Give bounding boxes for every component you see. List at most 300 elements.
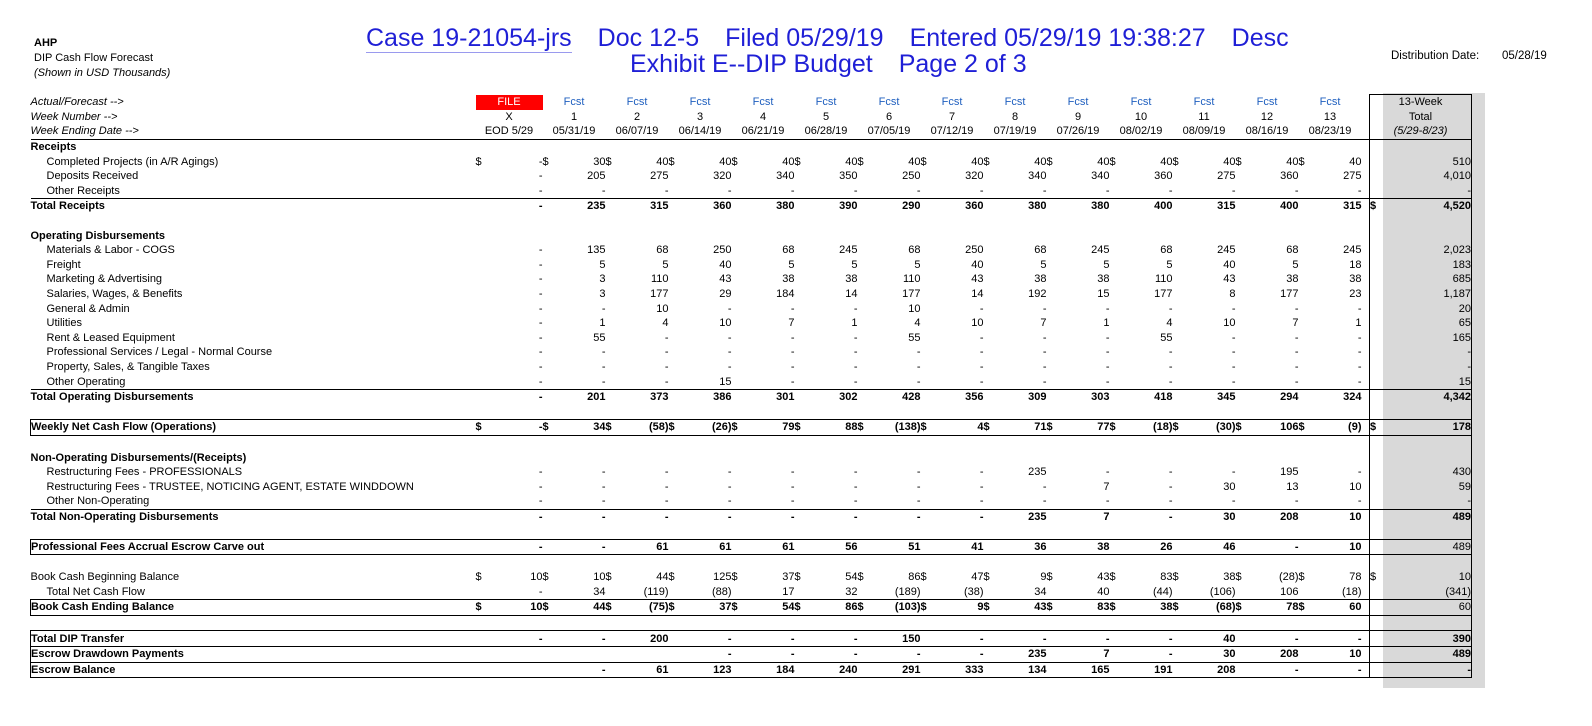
entered-date: Entered 05/29/19 19:38:27 <box>909 24 1206 52</box>
dollar-sign <box>476 465 498 480</box>
other-receipts-value: - <box>1105 184 1110 197</box>
weekly-net-cash-flow-row <box>31 420 1472 436</box>
restructuring-professionals-value: 235 <box>1028 466 1047 479</box>
other-receipts-value: - <box>1294 184 1299 197</box>
dollar-sign <box>543 374 561 389</box>
blank1-value <box>624 214 669 229</box>
other-non-operating-value: - <box>790 495 795 508</box>
property-taxes-value: - <box>1294 360 1299 373</box>
book-cash-beginning-value: 78 <box>1349 571 1362 584</box>
header-row <box>31 95 1472 110</box>
header-cell: Fcst <box>941 96 963 109</box>
property-taxes-value: - <box>790 360 795 373</box>
general-admin-value: - <box>1105 302 1110 315</box>
other-receipts-value: - <box>601 184 606 197</box>
dollar-sign <box>476 494 498 509</box>
marketing-value: 110 <box>650 273 669 286</box>
dollar-sign <box>1236 169 1254 184</box>
dollar-sign <box>732 199 750 214</box>
other-receipts-value: - <box>727 184 732 197</box>
blank3-total <box>1384 435 1472 450</box>
header-cell: X <box>505 110 513 123</box>
dollar-sign <box>732 301 750 316</box>
blank2-value <box>561 404 606 419</box>
header-cell: 6 <box>885 110 893 123</box>
dollar-sign <box>1236 539 1254 555</box>
dollar-sign <box>1299 494 1317 509</box>
dollar-sign <box>606 360 624 375</box>
dollar-sign: $ <box>669 420 687 436</box>
dollar-sign <box>1173 331 1191 346</box>
dollar-sign <box>921 184 939 199</box>
receipts-value <box>939 139 984 154</box>
operating-disbursements-value <box>750 228 795 243</box>
exhibit-stamp <box>630 50 1027 79</box>
total-dollar-sign <box>1370 509 1384 524</box>
dollar-sign <box>606 345 624 360</box>
property-taxes-value: - <box>664 360 669 373</box>
dollar-sign <box>795 301 813 316</box>
dollar-sign: $ <box>984 600 1002 616</box>
other-operating-value: - <box>664 375 669 388</box>
property-taxes-value: - <box>853 360 858 373</box>
dollar-sign <box>732 345 750 360</box>
dollar-sign <box>1110 331 1128 346</box>
receipts-value <box>624 139 669 154</box>
dollar-sign <box>669 360 687 375</box>
dollar-sign <box>858 509 876 524</box>
salaries-label: Salaries, Wages, & Benefits <box>46 288 183 301</box>
dollar-sign <box>543 301 561 316</box>
blank5-value <box>750 555 795 570</box>
dollar-sign <box>921 494 939 509</box>
dollar-sign: $ <box>1236 600 1254 616</box>
dollar-sign <box>921 539 939 555</box>
receipts-value <box>498 139 543 154</box>
dollar-sign <box>1299 287 1317 302</box>
freight-value: 5 <box>662 258 669 271</box>
header-cell: 13 <box>1323 110 1337 123</box>
blank3-value <box>1128 435 1173 450</box>
total-non-operating-value: - <box>624 509 669 524</box>
dollar-sign <box>1173 509 1191 524</box>
header-cell: EOD 5/29 <box>476 124 543 139</box>
other-operating-value: - <box>601 375 606 388</box>
operating-disbursements-value <box>1002 228 1047 243</box>
non-operating-total <box>1384 450 1472 465</box>
dollar-sign <box>606 374 624 389</box>
dollar-sign <box>1299 555 1317 570</box>
restructuring-trustee-value: - <box>979 480 984 493</box>
dollar-sign <box>1110 494 1128 509</box>
escrow-balance-total: - <box>1384 662 1472 678</box>
dollar-sign <box>858 494 876 509</box>
restructuring-trustee-value: - <box>1168 480 1173 493</box>
dollar-sign <box>1236 287 1254 302</box>
dollar-sign: $ <box>921 420 939 436</box>
header-cell: 08/09/19 <box>1173 124 1236 139</box>
blank1-value <box>1317 214 1362 229</box>
other-receipts-value: - <box>1168 184 1173 197</box>
blank5-value <box>1002 555 1047 570</box>
blank5-row <box>31 555 1472 570</box>
header-cell: 06/21/19 <box>732 124 795 139</box>
dollar-sign <box>1236 404 1254 419</box>
dollar-sign: $ <box>668 571 675 584</box>
header-cell: 06/14/19 <box>669 124 732 139</box>
dollar-sign <box>1047 243 1065 258</box>
professional-fees-escrow-value: 61 <box>624 539 669 555</box>
total-operating-value: 356 <box>939 389 984 404</box>
dollar-sign <box>921 615 939 631</box>
dollar-sign <box>858 539 876 555</box>
dollar-sign: $ <box>1298 571 1305 584</box>
deposits-received-row <box>31 169 1472 184</box>
operating-disbursements-value <box>1254 228 1299 243</box>
dollar-sign <box>1173 646 1191 662</box>
blank3-value <box>939 435 984 450</box>
total-dollar-sign: $ <box>1370 420 1384 436</box>
total-net-cash-flow-total: (341) <box>1384 585 1472 600</box>
dollar-sign <box>921 228 939 243</box>
completed-projects-value: 40 <box>908 155 921 168</box>
materials-labor-value: 245 <box>1343 244 1362 257</box>
dollar-sign <box>984 272 1002 287</box>
dollar-sign <box>1173 585 1191 600</box>
total-dollar-sign <box>1370 539 1384 555</box>
weekly-net-cash-flow-value: 106 <box>1254 420 1299 436</box>
escrow-drawdown-value <box>624 646 669 662</box>
dollar-sign <box>669 631 687 647</box>
professional-services-value: - <box>1294 346 1299 359</box>
book-cash-ending-value: 43 <box>1002 600 1047 616</box>
total-dollar-sign <box>1370 272 1384 287</box>
dollar-sign <box>1299 465 1317 480</box>
dollar-sign <box>543 199 561 214</box>
total-dollar-sign <box>1370 316 1384 331</box>
dollar-sign <box>543 345 561 360</box>
dollar-sign <box>1236 139 1254 154</box>
dollar-sign <box>795 615 813 631</box>
rent-value: - <box>538 331 543 344</box>
blank2-value <box>939 404 984 419</box>
dollar-sign <box>1299 631 1317 647</box>
total-dip-transfer-value: - <box>1254 631 1299 647</box>
total-operating-value: 301 <box>750 389 795 404</box>
total-net-cash-flow-row <box>31 585 1472 600</box>
completed-projects-value: - <box>538 155 543 168</box>
blank1-value <box>813 214 858 229</box>
dollar-sign <box>984 243 1002 258</box>
other-operating-value: - <box>979 375 984 388</box>
dollar-sign <box>795 631 813 647</box>
dollar-sign <box>1173 272 1191 287</box>
operating-disbursements-value <box>624 228 669 243</box>
completed-projects-value: 40 <box>971 155 984 168</box>
dollar-sign <box>1173 631 1191 647</box>
other-operating-value: - <box>853 375 858 388</box>
blank2-value <box>687 404 732 419</box>
blank5-value <box>1128 555 1173 570</box>
blank6-value <box>939 615 984 631</box>
other-non-operating-value: - <box>538 495 543 508</box>
professional-fees-escrow-row <box>31 539 1472 555</box>
total-dip-transfer-row <box>31 631 1472 647</box>
receipts-value <box>1191 139 1236 154</box>
dollar-sign <box>984 389 1002 404</box>
dollar-sign: $ <box>794 571 801 584</box>
header-cell: Fcst <box>1256 96 1278 109</box>
property-taxes-value: - <box>1168 360 1173 373</box>
other-non-operating-value: - <box>664 495 669 508</box>
dollar-sign: $ <box>920 571 927 584</box>
dollar-sign <box>921 465 939 480</box>
dollar-sign <box>543 389 561 404</box>
blank5-value <box>498 555 543 570</box>
blank6-value <box>498 615 543 631</box>
dollar-sign <box>543 465 561 480</box>
header-cell: 07/05/19 <box>858 124 921 139</box>
book-cash-beginning-value: 38 <box>1223 571 1236 584</box>
dollar-sign <box>1236 316 1254 331</box>
restructuring-professionals-row <box>31 465 1472 480</box>
professional-fees-escrow-value: 51 <box>876 539 921 555</box>
dollar-sign <box>1173 169 1191 184</box>
professional-fees-escrow-value: - <box>1254 539 1299 555</box>
materials-labor-value: 68 <box>656 244 669 257</box>
other-non-operating-value: - <box>1357 495 1362 508</box>
marketing-value: - <box>538 273 543 286</box>
materials-labor-value: 245 <box>1217 244 1236 257</box>
blank2-value <box>813 404 858 419</box>
dollar-sign <box>858 374 876 389</box>
spacer-cell <box>1362 555 1370 570</box>
salaries-value: - <box>538 288 543 301</box>
dollar-sign <box>858 345 876 360</box>
materials-labor-value: 135 <box>587 244 606 257</box>
salaries-value: 192 <box>1028 288 1047 301</box>
header-cell: 08/02/19 <box>1110 124 1173 139</box>
total-operating-row <box>31 389 1472 404</box>
total-header-cell: (5/29-8/23) <box>1370 124 1472 139</box>
dollar-sign <box>1047 465 1065 480</box>
total-dip-transfer-label: Total DIP Transfer <box>31 631 476 647</box>
spacer-cell <box>1362 287 1370 302</box>
professional-services-value: - <box>664 346 669 359</box>
restructuring-trustee-value: - <box>664 480 669 493</box>
deposits-received-value: 275 <box>1343 170 1362 183</box>
other-operating-value: - <box>1168 375 1173 388</box>
dollar-sign <box>606 585 624 600</box>
dollar-sign <box>732 258 750 273</box>
dollar-sign <box>669 139 687 154</box>
restructuring-professionals-value: - <box>979 466 984 479</box>
header-cell: 2 <box>633 110 641 123</box>
dollar-sign <box>921 404 939 419</box>
other-non-operating-value: - <box>916 495 921 508</box>
dollar-sign <box>476 585 498 600</box>
dollar-sign <box>669 243 687 258</box>
dollar-sign <box>669 316 687 331</box>
deposits-received-value: - <box>538 170 543 183</box>
dollar-sign <box>1299 479 1317 494</box>
dollar-sign <box>1047 389 1065 404</box>
marketing-value: 43 <box>971 273 984 286</box>
dollar-sign <box>1047 258 1065 273</box>
blank4-value <box>1254 524 1299 539</box>
header-cell: 4 <box>759 110 767 123</box>
dollar-sign <box>1110 585 1128 600</box>
dollar-sign <box>1173 287 1191 302</box>
total-non-operating-value: - <box>876 509 921 524</box>
dollar-sign <box>921 631 939 647</box>
restructuring-trustee-label: Restructuring Fees - TRUSTEE, NOTICING AGENT, ESTATE WINDDOWN <box>46 480 414 493</box>
total-net-cash-flow-value: (119) <box>643 585 669 598</box>
spacer-cell <box>1362 615 1370 631</box>
weekly-net-cash-flow-value: 77 <box>1065 420 1110 436</box>
marketing-label: Marketing & Advertising <box>46 273 163 286</box>
total-dip-transfer-value: - <box>1065 631 1110 647</box>
rent-total: 165 <box>1384 331 1472 346</box>
dollar-sign <box>543 139 561 154</box>
rent-value: - <box>853 331 858 344</box>
total-non-operating-value: - <box>750 509 795 524</box>
header-row <box>31 110 1472 125</box>
professional-services-value: - <box>853 346 858 359</box>
receipts-value <box>813 139 858 154</box>
blank6-label <box>31 615 476 631</box>
dollar-sign: $ <box>542 155 549 168</box>
total-non-operating-value: - <box>687 509 732 524</box>
spacer-cell <box>1362 124 1370 139</box>
spacer-cell <box>1362 450 1370 465</box>
rent-value: - <box>727 331 732 344</box>
blank1-value <box>1128 214 1173 229</box>
blank2-row <box>31 404 1472 419</box>
dollar-sign <box>669 509 687 524</box>
book-cash-beginning-row <box>31 570 1472 585</box>
operating-disbursements-value <box>1128 228 1173 243</box>
salaries-total: 1,187 <box>1384 287 1472 302</box>
total-dip-transfer-value: - <box>750 631 795 647</box>
dollar-sign <box>921 585 939 600</box>
dollar-sign <box>795 316 813 331</box>
dollar-sign <box>1047 169 1065 184</box>
blank5-value <box>561 555 606 570</box>
book-cash-beginning-value: 10 <box>530 571 543 584</box>
property-taxes-value: - <box>979 360 984 373</box>
deposits-received-value: 360 <box>1280 170 1299 183</box>
dollar-sign <box>732 243 750 258</box>
blank4-value <box>1191 524 1236 539</box>
dollar-sign <box>476 214 498 229</box>
spacer-cell <box>1362 662 1370 678</box>
book-cash-ending-value: 78 <box>1254 600 1299 616</box>
dollar-sign <box>543 479 561 494</box>
dollar-sign <box>1173 316 1191 331</box>
dollar-sign <box>858 272 876 287</box>
escrow-drawdown-value: - <box>813 646 858 662</box>
blank2-total <box>1384 404 1472 419</box>
dollar-sign: $ <box>1172 571 1179 584</box>
spacer-cell <box>1362 600 1370 616</box>
deposits-received-value: 250 <box>902 170 921 183</box>
total-net-cash-flow-value: 106 <box>1280 585 1299 598</box>
total-dollar-sign <box>1370 524 1384 539</box>
other-operating-value: 15 <box>719 375 732 388</box>
utilities-value: 10 <box>719 317 732 330</box>
dollar-sign <box>1299 662 1317 678</box>
general-admin-value: 10 <box>656 302 669 315</box>
property-taxes-row <box>31 360 1472 375</box>
spacer-cell <box>1362 585 1370 600</box>
total-operating-value: 386 <box>687 389 732 404</box>
dollar-sign <box>1299 435 1317 450</box>
dollar-sign <box>606 139 624 154</box>
salaries-value: 3 <box>599 288 606 301</box>
dollar-sign <box>606 494 624 509</box>
salaries-value: 177 <box>1154 288 1173 301</box>
utilities-value: 10 <box>971 317 984 330</box>
dollar-sign <box>984 331 1002 346</box>
dollar-sign <box>921 435 939 450</box>
blank2-value <box>624 404 669 419</box>
dollar-sign <box>606 450 624 465</box>
blank3-value <box>561 435 606 450</box>
dollar-sign: $ <box>606 600 624 616</box>
dollar-sign <box>1236 199 1254 214</box>
total-net-cash-flow-value: (189) <box>894 585 921 598</box>
dollar-sign <box>1236 450 1254 465</box>
salaries-value: 177 <box>650 288 669 301</box>
dollar-sign <box>984 214 1002 229</box>
dollar-sign: $ <box>795 600 813 616</box>
blank3-value <box>687 435 732 450</box>
blank6-value <box>561 615 606 631</box>
dollar-sign <box>732 287 750 302</box>
dollar-sign <box>1236 243 1254 258</box>
general-admin-label: General & Admin <box>46 302 130 315</box>
restructuring-professionals-value: - <box>790 466 795 479</box>
professional-fees-escrow-value: 56 <box>813 539 858 555</box>
dollar-sign <box>732 435 750 450</box>
dollar-sign <box>858 631 876 647</box>
dollar-sign <box>669 214 687 229</box>
marketing-value: 38 <box>1034 273 1047 286</box>
header-cell: Fcst <box>626 96 648 109</box>
blank6-row <box>31 615 1472 631</box>
dollar-sign: $ <box>543 420 561 436</box>
professional-fees-escrow-label: Professional Fees Accrual Escrow Carve out <box>31 539 476 555</box>
escrow-balance-value: 240 <box>813 662 858 678</box>
header-cell: 08/23/19 <box>1299 124 1362 139</box>
book-cash-beginning-value: 43 <box>1097 571 1110 584</box>
salaries-value: 14 <box>971 288 984 301</box>
freight-value: 5 <box>788 258 795 271</box>
total-non-operating-value: - <box>813 509 858 524</box>
dollar-sign <box>1110 631 1128 647</box>
header-cell: 7 <box>948 110 956 123</box>
dollar-sign <box>1047 662 1065 678</box>
book-cash-ending-value: 54 <box>750 600 795 616</box>
freight-value: 40 <box>971 258 984 271</box>
freight-value: 5 <box>1292 258 1299 271</box>
dollar-sign: $ <box>1110 600 1128 616</box>
other-non-operating-value: - <box>853 495 858 508</box>
spacer-cell <box>1362 95 1370 110</box>
dollar-sign <box>1110 228 1128 243</box>
dollar-sign <box>1173 258 1191 273</box>
